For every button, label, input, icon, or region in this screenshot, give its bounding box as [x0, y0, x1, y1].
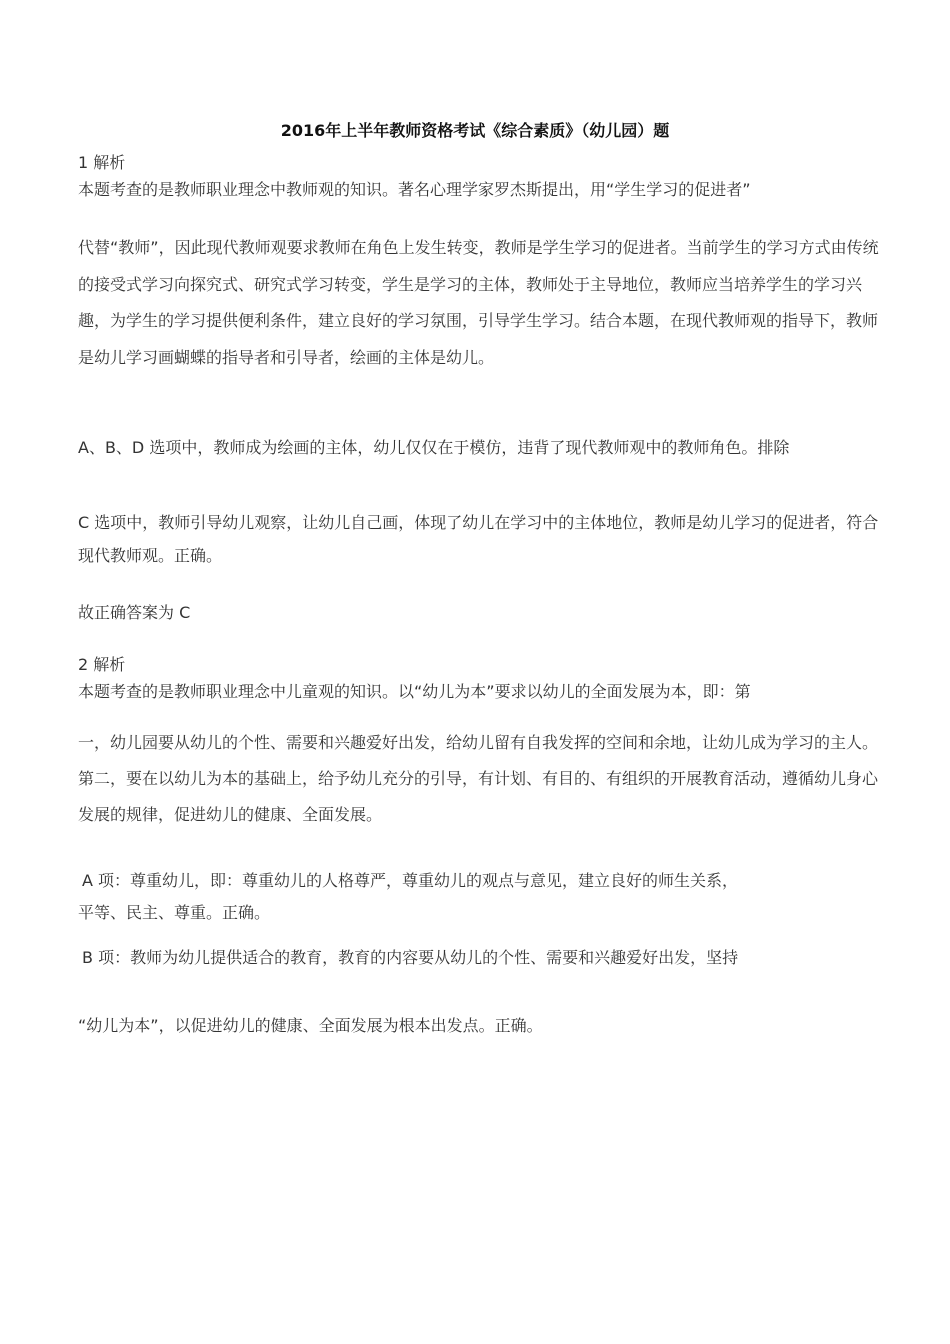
q1-heading: 1 解析	[78, 153, 126, 172]
q1-options-abd: A、B、D 选项中，教师成为绘画的主体，幼儿仅仅在于模仿，违背了现代教师观中的教师角色。排除	[78, 438, 790, 457]
q1-explanation: 代替“教师”，因此现代教师观要求教师在角色上发生转变，教师是学生学习的促进者。当前学生的学习方式由传统的接受式学习向探究式、研究式学习转变，学生是学习的主体，教师处于主导地位，教师应当培养学生的学习兴趣，为学生的学习提供便利条件，建立良好的学习氛围，引导学生学习。结合本题，在现代教师观的指导下，教师是幼儿学习画蝴蝶的指导者和引导者，绘画的主体是幼儿。	[78, 238, 879, 367]
document-title: 2016年上半年教师资格考试《综合素质》（幼儿园）题	[280, 121, 670, 140]
q1-answer: 故正确答案为 C	[78, 603, 191, 622]
q2-item-b-line1: B 项：教师为幼儿提供适合的教育，教育的内容要从幼儿的个性、需要和兴趣爱好出发，坚持	[82, 948, 739, 967]
q2-item-b-line2: “幼儿为本”，以促进幼儿的健康、全面发展为根本出发点。正确。	[78, 1016, 543, 1035]
q2-heading: 2 解析	[78, 655, 126, 674]
q2-item-a-line2: 平等、民主、尊重。正确。	[78, 903, 271, 922]
q2-explanation: 一，幼儿园要从幼儿的个性、需要和兴趣爱好出发，给幼儿留有自我发挥的空间和余地，让幼儿成为学习的主人。第二，要在以幼儿为本的基础上，给予幼儿充分的引导，有计划、有目的、有组织的开展教育活动，遵循幼儿身心发展的规律，促进幼儿的健康、全面发展。	[78, 733, 879, 824]
q1-intro-line: 本题考查的是教师职业理念中教师观的知识。著名心理学家罗杰斯提出，用“学生学习的促进者”	[78, 180, 751, 199]
q1-option-c: C 选项中，教师引导幼儿观察，让幼儿自己画，体现了幼儿在学习中的主体地位，教师是幼儿学习的促进者，符合现代教师观。正确。	[78, 513, 879, 565]
q2-intro-line: 本题考查的是教师职业理念中儿童观的知识。以“幼儿为本”要求以幼儿的全面发展为本，即：第	[78, 682, 751, 701]
q2-item-a-line1: A 项：尊重幼儿，即：尊重幼儿的人格尊严，尊重幼儿的观点与意见，建立良好的师生关系，	[82, 871, 739, 890]
